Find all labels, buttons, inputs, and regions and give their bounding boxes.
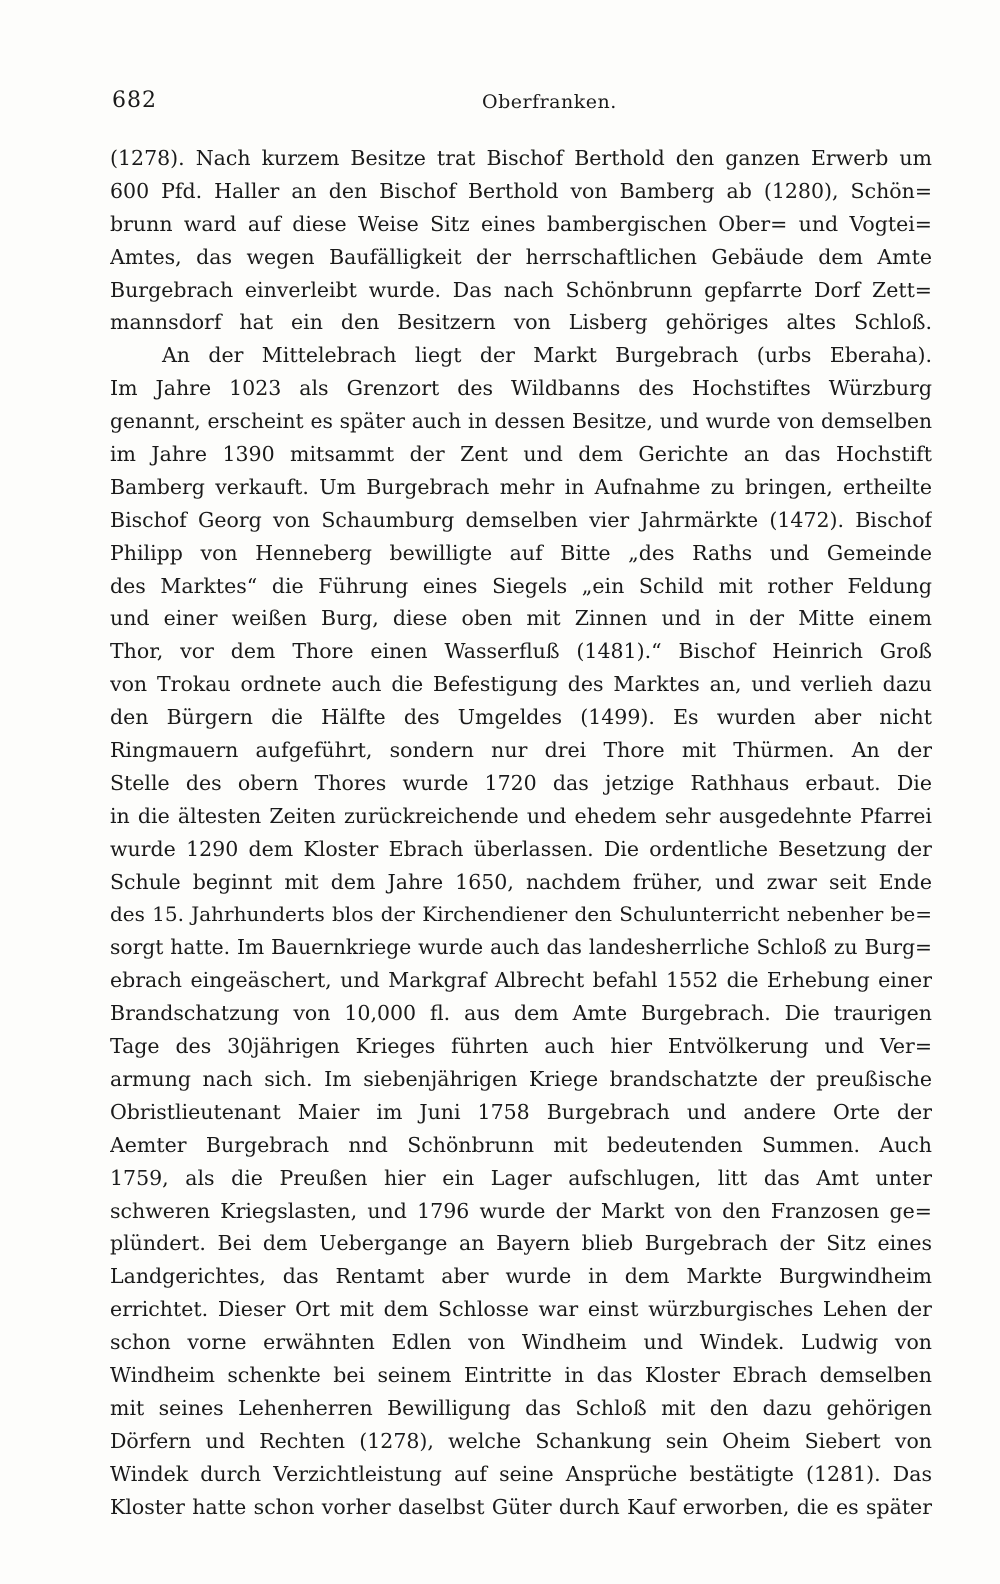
text-line: Burgebrach einverleibt wurde. Das nach Schönbrunn gepfarrte Dorf Zett=: [110, 277, 932, 302]
text-line: errichtet. Dieser Ort mit dem Schlosse war einst würzburgisches Lehen der: [110, 1297, 932, 1322]
text-line: Windheim schenkte bei seinem Eintritte in das Kloster Ebrach demselben: [110, 1362, 932, 1387]
text-line: des 15. Jahrhunderts blos der Kirchendiener den Schulunterricht nebenher be=: [110, 902, 932, 927]
text-line: Schule beginnt mit dem Jahre 1650, nachdem früher, und zwar seit Ende: [110, 869, 932, 894]
text-line: Landgerichtes, das Rentamt aber wurde in dem Markte Burgwindheim: [110, 1264, 932, 1289]
text-line: mit seines Lehenherren Bewilligung das Schloß mit den dazu gehörigen: [110, 1395, 932, 1420]
text-line: Stelle des obern Thores wurde 1720 das jetzige Rathhaus erbaut. Die: [110, 770, 932, 795]
text-line: 600 Pfd. Haller an den Bischof Berthold von Bamberg ab (1280), Schön=: [110, 178, 932, 203]
text-line: in die ältesten Zeiten zurückreichende und ehedem sehr ausgedehnte Pfarrei: [110, 803, 932, 828]
body-text: [110, 142, 932, 1523]
text-line: ebrach eingeäschert, und Markgraf Albrecht befahl 1552 die Erhebung einer: [110, 968, 932, 993]
text-line: Brandschatzung von 10,000 fl. aus dem Amte Burgebrach. Die traurigen: [110, 1001, 932, 1026]
text-line: Im Jahre 1023 als Grenzort des Wildbanns des Hochstiftes Würzburg: [110, 376, 932, 401]
text-line: den Bürgern die Hälfte des Umgeldes (1499). Es wurden aber nicht: [110, 705, 932, 730]
text-line: Philipp von Henneberg bewilligte auf Bitte „des Raths und Gemeinde: [110, 540, 932, 565]
text-line: brunn ward auf diese Weise Sitz eines bambergischen Ober= und Vogtei=: [110, 211, 932, 236]
text-line: Ringmauern aufgeführt, sondern nur drei Thore mit Thürmen. An der: [110, 738, 932, 763]
text-line: mannsdorf hat ein den Besitzern von Lisberg gehöriges altes Schloß.: [110, 310, 932, 335]
text-line: Tage des 30jährigen Krieges führten auch hier Entvölkerung und Ver=: [110, 1034, 932, 1059]
text-line: Windek durch Verzichtleistung auf seine Ansprüche bestätigte (1281). Das: [110, 1461, 932, 1486]
text-line: Obristlieutenant Maier im Juni 1758 Burgebrach und andere Orte der: [110, 1099, 932, 1124]
text-line: genannt, erscheint es später auch in dessen Besitze, und wurde von demselben: [110, 409, 932, 434]
text-line: Bischof Georg von Schaumburg demselben vier Jahrmärkte (1472). Bischof: [110, 507, 932, 532]
text-line: des Marktes“ die Führung eines Siegels „ein Schild mit rother Feldung: [110, 573, 932, 598]
text-line: An der Mittelebrach liegt der Markt Burgebrach (urbs Eberaha).: [162, 343, 932, 368]
text-line: armung nach sich. Im siebenjährigen Kriege brandschatzte der preußische: [110, 1066, 932, 1091]
text-line: plündert. Bei dem Uebergange an Bayern blieb Burgebrach der Sitz eines: [110, 1231, 932, 1256]
text-line: im Jahre 1390 mitsammt der Zent und dem Gerichte an das Hochstift: [110, 442, 932, 467]
text-line: schweren Kriegslasten, und 1796 wurde der Markt von den Franzosen ge=: [110, 1198, 932, 1223]
text-line: sorgt hatte. Im Bauernkriege wurde auch das landesherrliche Schloß zu Burg=: [110, 935, 932, 960]
text-line: Aemter Burgebrach nnd Schönbrunn mit bedeutenden Summen. Auch: [110, 1132, 932, 1157]
page-header: [112, 88, 930, 122]
text-line: Kloster hatte schon vorher daselbst Güter durch Kauf erworben, die es später: [110, 1494, 932, 1519]
text-line: und einer weißen Burg, diese oben mit Zinnen und in der Mitte einem: [110, 606, 932, 631]
running-title: Oberfranken.: [482, 91, 617, 113]
page-number: 682: [112, 88, 157, 113]
text-line: Dörfern und Rechten (1278), welche Schankung sein Oheim Siebert von: [110, 1428, 932, 1453]
text-line: Bamberg verkauft. Um Burgebrach mehr in Aufnahme zu bringen, ertheilte: [110, 474, 932, 499]
text-line: Amtes, das wegen Baufälligkeit der herrschaftlichen Gebäude dem Amte: [110, 244, 932, 269]
text-line: wurde 1290 dem Kloster Ebrach überlassen. Die ordentliche Besetzung der: [110, 836, 932, 861]
text-line: 1759, als die Preußen hier ein Lager aufschlugen, litt das Amt unter: [110, 1165, 932, 1190]
text-line: Thor, vor dem Thore einen Wasserfluß (1481).“ Bischof Heinrich Groß: [110, 639, 932, 664]
text-line: (1278). Nach kurzem Besitze trat Bischof Berthold den ganzen Erwerb um: [110, 146, 932, 170]
text-line: schon vorne erwähnten Edlen von Windheim und Windek. Ludwig von: [110, 1330, 932, 1355]
text-line: von Trokau ordnete auch die Befestigung des Marktes an, und verlieh dazu: [110, 672, 932, 697]
